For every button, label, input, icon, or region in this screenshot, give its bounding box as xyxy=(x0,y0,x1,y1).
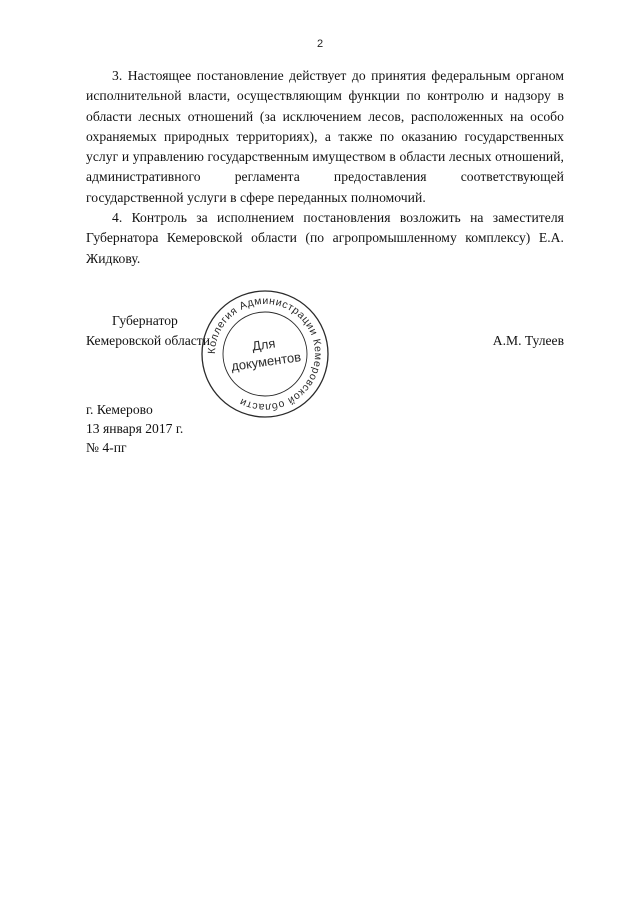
place-date-number xyxy=(86,400,183,457)
official-seal-stamp xyxy=(198,287,332,421)
decree-date: 13 января 2017 г. xyxy=(86,421,184,436)
signatory-title-line1: Губернатор xyxy=(112,313,178,328)
svg-text:Для: Для xyxy=(251,335,277,354)
paragraph-4: 4. Контроль за исполнением постановления возложить на заместителя Губернатора Кемеровской области (по агропромышленному комплексу) Е.А. Жидкову. xyxy=(86,210,564,266)
signatory-name: А.М. Тулеев xyxy=(492,333,564,348)
decree-number: № 4-пг xyxy=(86,440,127,455)
svg-text:документов: документов xyxy=(230,349,302,374)
signatory-title-line2: Кемеровской области xyxy=(86,333,211,349)
svg-text:Коллегия Администрации Кемеров: Коллегия Администрации Кемеровской области xyxy=(205,294,325,414)
signatory-title xyxy=(86,311,210,352)
page-number: 2 xyxy=(316,38,324,50)
city: г. Кемерово xyxy=(86,402,153,417)
paragraph-3: 3. Настоящее постановление действует до принятия федеральным органом исполнительной власти, осуществляющим функции по контролю и надзору в области лесных отношений (за исключением лесов, расположенных на особо охраняемых природных территориях), а также по оказанию государственных услуг и управлению государственным имуществом в области лесных отношений, административного регламента предоставления соответствующей государственной услуги в сфере переданных полномочий. xyxy=(86,68,564,205)
